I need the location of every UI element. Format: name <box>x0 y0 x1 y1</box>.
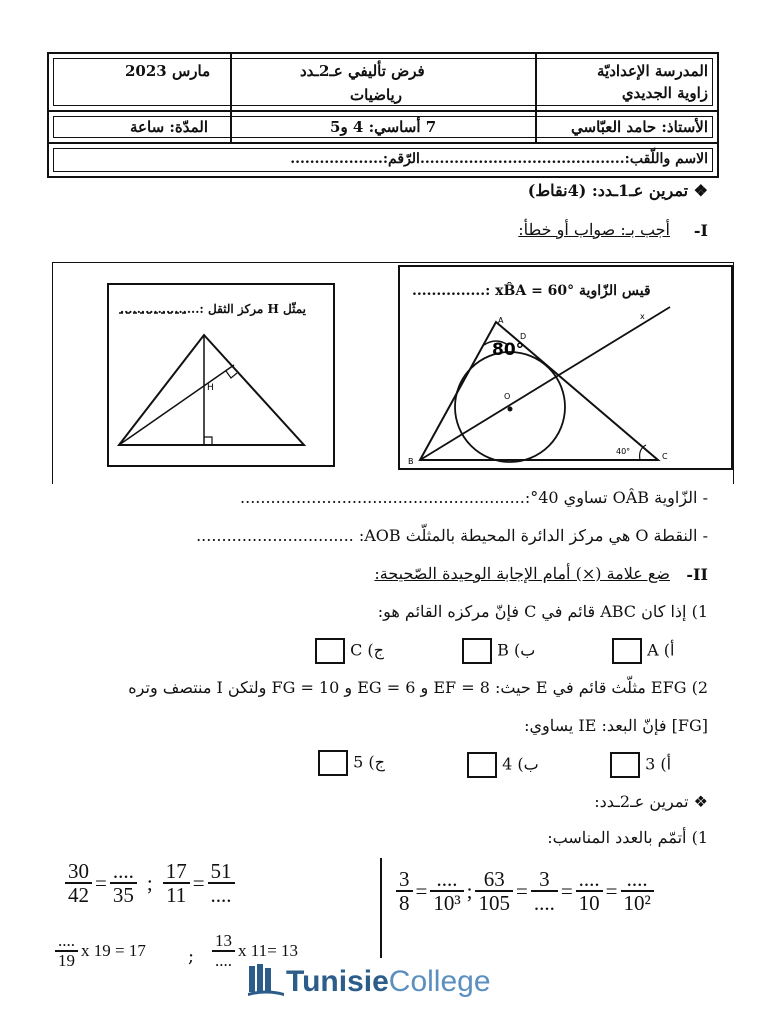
fraction-blank[interactable]: $\frac{51}{....}$ <box>208 860 235 906</box>
mcq2-option-c[interactable]: ج) 5 <box>318 750 385 776</box>
watermark-logo: TunisieCollege <box>246 962 491 1002</box>
fractions-left: $\frac{30}{42}$ = $\frac{....}{35}$ ; $\frac{17}{11}$ = $\frac{51}{....}$ <box>65 860 235 906</box>
mcq-question-2-line2: [FG] فإنّ البعد: IE يساوي: <box>524 716 708 735</box>
mcq2-option-b[interactable]: ب) 4 <box>467 752 539 778</box>
point-B: B <box>408 457 414 466</box>
part2-number: II- <box>686 565 708 584</box>
mcq1-option-b[interactable]: ب) B <box>462 638 535 664</box>
statement-2: - النقطة O هي مركز الدائرة المحيطة بالمثلّث AOB: ............................... <box>196 526 708 545</box>
point-O: O <box>504 392 511 401</box>
ex1-title: ❖ تمرين عـ1ـدد: (4نقاط) <box>527 181 708 200</box>
multiplication-right[interactable]: $\frac{13}{....}$ x 11= 13 <box>212 932 301 970</box>
book-icon <box>246 962 286 1002</box>
fraction-blank[interactable]: $\frac{....}{10}$ <box>576 868 603 914</box>
ex2-title: ❖ تمرين عـ2ـدد: <box>594 792 708 811</box>
fractions-right: $\frac{3}{8}$ = $\frac{....}{\text{10³}}$ ; $\frac{63}{105}$ = $\frac{3}{....}$ = $\frac{....}{10}$ = $\frac{....}{\text{10²}}$ <box>396 868 654 914</box>
fraction: $\frac{3}{8}$ <box>396 868 413 914</box>
fraction: $\frac{63}{105}$ <box>475 868 513 914</box>
angle-80-label: 80° <box>492 340 525 360</box>
point-x: x <box>640 312 645 321</box>
checkbox-1b[interactable] <box>462 638 492 664</box>
fraction-blank[interactable]: $\frac{....}{\text{10³}}$ <box>430 868 463 914</box>
teacher-name: الأستاذ: حامد العبّاسي <box>571 118 708 136</box>
exam-title: فرض تأليفي عـ2ـدد <box>300 62 425 80</box>
point-D: D <box>520 332 527 341</box>
figure-centroid-label: يمثّل H مركز الثقل :................... <box>120 302 307 316</box>
school-place: زاوية الجديدي <box>621 84 708 102</box>
mcq1-option-a[interactable]: أ) A <box>612 638 674 664</box>
checkbox-2c[interactable] <box>318 750 348 776</box>
column-divider <box>380 858 382 958</box>
part2-instruction: ضع علامة (×) أمام الإجابة الوحيدة الصّحيحة: <box>374 564 670 583</box>
mcq2-option-a[interactable]: أ) 3 <box>610 752 671 778</box>
class-level: 7 أساسي: 4 و5 <box>330 118 437 136</box>
angle-40-label: 40° <box>616 447 631 456</box>
multiplication-left[interactable]: $\frac{....}{19}$ x 19 = 17 <box>55 932 149 970</box>
mcq-question-1: 1) إذا كان ABC قائم في C فإنّ مركزه القائم هو: <box>377 602 708 621</box>
mcq-question-2-line1: 2) EFG مثلّث قائم في E حيث: EF = 8 و EG = 6 و FG = 10 ولتكن I منتصف وتره <box>128 678 708 697</box>
fraction: $\frac{30}{42}$ <box>65 860 92 906</box>
point-C: C <box>662 452 668 461</box>
header-row-line-1 <box>47 110 719 112</box>
checkbox-2a[interactable] <box>610 752 640 778</box>
separator-semicolon: ; <box>188 946 195 967</box>
checkbox-1a[interactable] <box>612 638 642 664</box>
mcq1-option-c[interactable]: ج) C <box>315 638 384 664</box>
checkbox-2b[interactable] <box>467 752 497 778</box>
fraction: $\frac{17}{11}$ <box>163 860 190 906</box>
fraction-blank[interactable]: $\frac{3}{....}$ <box>531 868 558 914</box>
part1-number: I- <box>693 221 708 240</box>
subject: رياضيات <box>350 86 402 104</box>
ex2-question-1: 1) أتمّم بالعدد المناسب: <box>547 828 708 847</box>
point-A: A <box>498 316 504 325</box>
duration: المدّة: ساعة <box>130 118 209 136</box>
fraction-blank[interactable]: $\frac{....}{\text{10²}}$ <box>621 868 654 914</box>
figure-angle-label: قيس الزّاوية xB̂A = 60° :............... <box>412 283 651 299</box>
fraction-blank[interactable]: $\frac{....}{35}$ <box>110 860 137 906</box>
part1-instruction: أجب بـ: صواب أو خطأ: <box>518 220 670 239</box>
header-row-line-2 <box>47 142 719 144</box>
checkbox-1c[interactable] <box>315 638 345 664</box>
name-field: الاسم واللّقب:..........................................الرّقم:................... <box>290 151 708 167</box>
exam-date: مارس 2023 <box>125 62 211 80</box>
point-H: H <box>207 383 214 393</box>
statement-1: - الزّاوية OÂB تساوي 40°:........................................................ <box>240 488 708 507</box>
school-name: المدرسة الإعداديّة <box>597 62 708 80</box>
